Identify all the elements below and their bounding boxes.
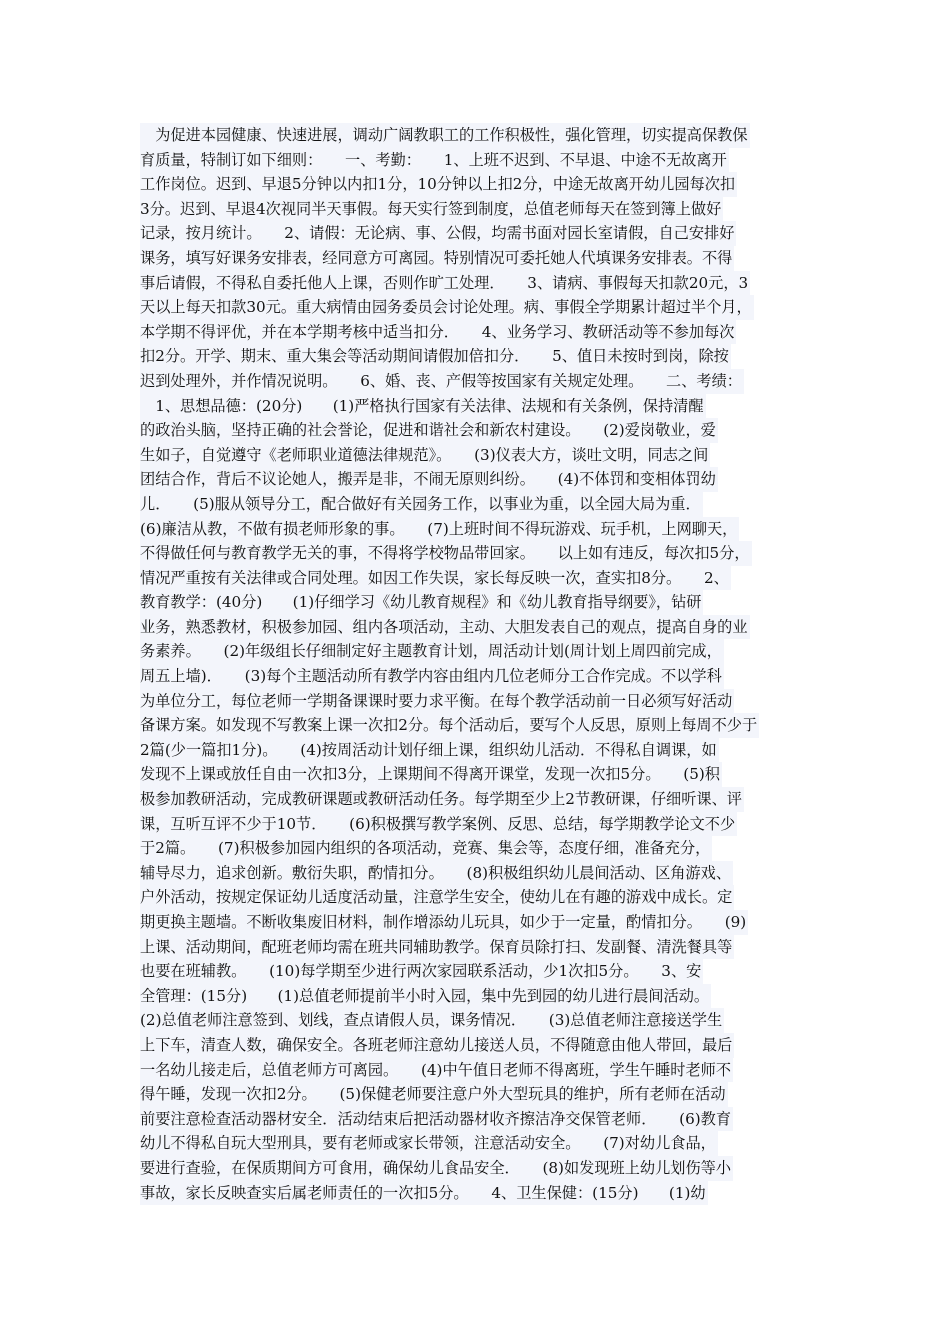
text-line xyxy=(140,885,830,910)
text-line-content: 全管理：(15分) (1)总值老师提前半小时入园，集中先到园的幼儿进行晨间活动。 xyxy=(140,984,711,1009)
text-line-content: 2篇(少一篇扣1分)。 (4)按周活动计划仔细上课，组织幼儿活动．不得私自调课，如 xyxy=(140,738,719,763)
text-line-content: 周五上墙)． (3)每个主题活动所有教学内容由组内几位老师分工合作完成。不以学科 xyxy=(140,664,724,689)
text-line-content: 上下车，清查人数，确保安全。各班老师注意幼儿接送人员，不得随意由他人带回，最后 xyxy=(140,1033,734,1058)
text-line xyxy=(140,148,830,173)
text-line-content: 幼儿不得私自玩大型刑具，要有老师或家长带领，注意活动安全。 (7)对幼儿食品， xyxy=(140,1131,718,1156)
text-line-content: 前要注意检查活动器材安全．活动结束后把活动器材收齐擦洁净交保管老师． (6)教育 xyxy=(140,1107,733,1132)
text-line xyxy=(140,836,830,861)
text-line xyxy=(140,689,830,714)
text-line-content: 课务，填写好课务安排表，经同意方可离园。特别情况可委托她人代填课务安排表。不得 xyxy=(140,246,734,271)
text-line-content: 1、思想品德：(20分) (1)严格执行国家有关法律、法规和有关条例，保持清醒 xyxy=(140,394,706,419)
text-line xyxy=(140,492,830,517)
text-line xyxy=(140,738,830,763)
text-line xyxy=(140,172,830,197)
text-line xyxy=(140,541,830,566)
text-line-content: (2)总值老师注意签到、划线，查点请假人员，课务情况． (3)总值老师注意接送学生 xyxy=(140,1008,724,1033)
text-line-content: 的政治头脑，坚持正确的社会誉论，促进和谐社会和新农村建设。 (2)爱岗敬业，爱 xyxy=(140,418,718,443)
text-line xyxy=(140,394,830,419)
text-line xyxy=(140,467,830,492)
body-text xyxy=(140,123,830,1205)
text-line-content: 不得做任何与教育教学无关的事，不得将学校物品带回家。 以上如有违反，每次扣5分， xyxy=(140,541,752,566)
text-line-content: 发现不上课或放任自由一次扣3分，上课期间不得离开课堂，发现一次扣5分。 (5)积 xyxy=(140,762,722,787)
text-line-content: 于2篇。 (7)积极参加园内组织的各项活动，竞赛、集会等，态度仔细，准备充分， xyxy=(140,836,712,861)
text-line-content: 得午睡，发现一次扣2分。 (5)保健老师要注意户外大型玩具的维护，所有老师在活动 xyxy=(140,1082,728,1107)
text-line xyxy=(140,639,830,664)
text-line-content: 3分。迟到、早退4次视同半天事假。每天实行签到制度，总值老师每天在签到簿上做好 xyxy=(140,197,723,222)
text-line xyxy=(140,418,830,443)
text-line-content: 课，互听互评不少于10节． (6)积极撰写教学案例、反思、总结，每学期教学论文不少 xyxy=(140,812,737,837)
text-line-content: 业务，熟悉教材，积极参加园、组内各项活动，主动、大胆发表自己的观点，提高自身的业 xyxy=(140,615,750,640)
text-line-content: 也要在班辅教。 (10)每学期至少进行两次家园联系活动，少1次扣5分。 3、安 xyxy=(140,959,703,984)
text-line xyxy=(140,1033,830,1058)
text-line-content: 为单位分工，每位老师一学期备课课时要力求平衡。在每个教学活动前一日必须写好活动 xyxy=(140,689,734,714)
text-line-content: (6)廉洁从教，不做有损老师形象的事。 (7)上班时间不得玩游戏、玩手机，上网聊天， xyxy=(140,517,739,542)
text-line xyxy=(140,615,830,640)
text-line xyxy=(140,713,830,738)
text-line-content: 天以上每天扣款30元。重大病情由园务委员会讨论处理。病、事假全学期累计超过半个月， xyxy=(140,295,754,320)
text-line-content: 期更换主题墙。不断收集废旧材料，制作增添幼儿玩具，如少于一定量，酌情扣分。 (9) xyxy=(140,910,748,935)
text-line xyxy=(140,787,830,812)
text-line-content: 要进行查验，在保质期间方可食用，确保幼儿食品安全． (8)如发现班上幼儿划伤等小 xyxy=(140,1156,733,1181)
text-line xyxy=(140,443,830,468)
text-line-content: 备课方案。如发现不写教案上课一次扣2分。每个活动后，要写个人反思，原则上每周不少于 xyxy=(140,713,759,738)
text-line xyxy=(140,221,830,246)
text-line-content: 记录，按月统计。 2、请假：无论病、事、公假，均需书面对园长室请假，自己安排好 xyxy=(140,221,736,246)
text-line xyxy=(140,664,830,689)
text-line xyxy=(140,1082,830,1107)
text-line-content: 迟到处理外，并作情况说明。 6、婚、丧、产假等按国家有关规定处理。 二、考绩： xyxy=(140,369,744,394)
text-line-content: 上课、活动期间，配班老师均需在班共同辅助教学。保育员除打扫、发副餐、清洗餐具等 xyxy=(140,935,734,960)
text-line-content: 团结合作，背后不议论她人，搬弄是非，不闹无原则纠纷。 (4)不体罚和变相体罚幼 xyxy=(140,467,718,492)
text-line xyxy=(140,197,830,222)
text-line xyxy=(140,271,830,296)
text-line xyxy=(140,910,830,935)
text-line-content: 辅导尽力，追求创新。敷衍失职，酌情扣分。 (8)积极组织幼儿晨间活动、区角游戏、 xyxy=(140,861,733,886)
text-line-content: 户外活动，按规定保证幼儿适度活动量，注意学生安全，使幼儿在有趣的游戏中成长。定 xyxy=(140,885,734,910)
text-line-content: 育质量，特制订如下细则： 一、考勤： 1、上班不迟到、不早退、中途不无故离开 xyxy=(140,148,729,173)
text-line xyxy=(140,369,830,394)
text-line xyxy=(140,1008,830,1033)
text-line xyxy=(140,984,830,1009)
text-line xyxy=(140,959,830,984)
text-line xyxy=(140,1181,830,1206)
text-line-content: 极参加教研活动，完成教研课题或教研活动任务。每学期至少上2节教研课，仔细听课、评 xyxy=(140,787,744,812)
text-line-content: 工作岗位。迟到、早退5分钟以内扣1分，10分钟以上扣2分，中途无故离开幼儿园每次扣 xyxy=(140,172,737,197)
text-line xyxy=(140,762,830,787)
text-line xyxy=(140,1058,830,1083)
text-line xyxy=(140,123,830,148)
text-line-content: 事故，家长反映查实后属老师责任的一次扣5分。 4、卫生保健：(15分) (1)幼 xyxy=(140,1181,708,1206)
text-line-content: 事后请假，不得私自委托他人上课，否则作旷工处理． 3、请病、事假每天扣款20元，3 xyxy=(140,271,750,296)
text-line xyxy=(140,1107,830,1132)
text-line-content: 教育教学：(40分) (1)仔细学习《幼儿教育规程》和《幼儿教育指导纲要》，钻研 xyxy=(140,590,703,615)
text-line xyxy=(140,344,830,369)
text-line-content: 情况严重按有关法律或合同处理。如因工作失误，家长每反映一次，查实扣8分。 2、 xyxy=(140,566,731,591)
text-line xyxy=(140,1131,830,1156)
text-line xyxy=(140,590,830,615)
text-line xyxy=(140,517,830,542)
text-line xyxy=(140,566,830,591)
text-line-content: 本学期不得评优，并在本学期考核中适当扣分． 4、业务学习、教研活动等不参加每次 xyxy=(140,320,736,345)
text-line-content: 儿． (5)服从领导分工，配合做好有关园务工作，以事业为重，以全园大局为重． xyxy=(140,492,703,517)
text-line xyxy=(140,812,830,837)
text-line xyxy=(140,246,830,271)
text-line xyxy=(140,1156,830,1181)
text-line-content: 生如子，自觉遵守《老师职业道德法律规范》。 (3)仪表大方，谈吐文明，同志之间 xyxy=(140,443,710,468)
text-line-content: 一名幼儿接走后，总值老师方可离园。 (4)中午值日老师不得离班，学生午睡时老师不 xyxy=(140,1058,733,1083)
text-line xyxy=(140,320,830,345)
text-line xyxy=(140,861,830,886)
text-line xyxy=(140,935,830,960)
text-line-content: 务素养。 (2)年级组长仔细制定好主题教育计划，周活动计划(周计划上周四前完成， xyxy=(140,639,724,664)
text-line xyxy=(140,295,830,320)
text-line-content: 为促进本园健康、快速进展，调动广阔教职工的工作积极性，强化管理，切实提高保教保 xyxy=(140,123,750,148)
text-line-content: 扣2分。开学、期末、重大集会等活动期间请假加倍扣分． 5、值日未按时到岗，除按 xyxy=(140,344,731,369)
